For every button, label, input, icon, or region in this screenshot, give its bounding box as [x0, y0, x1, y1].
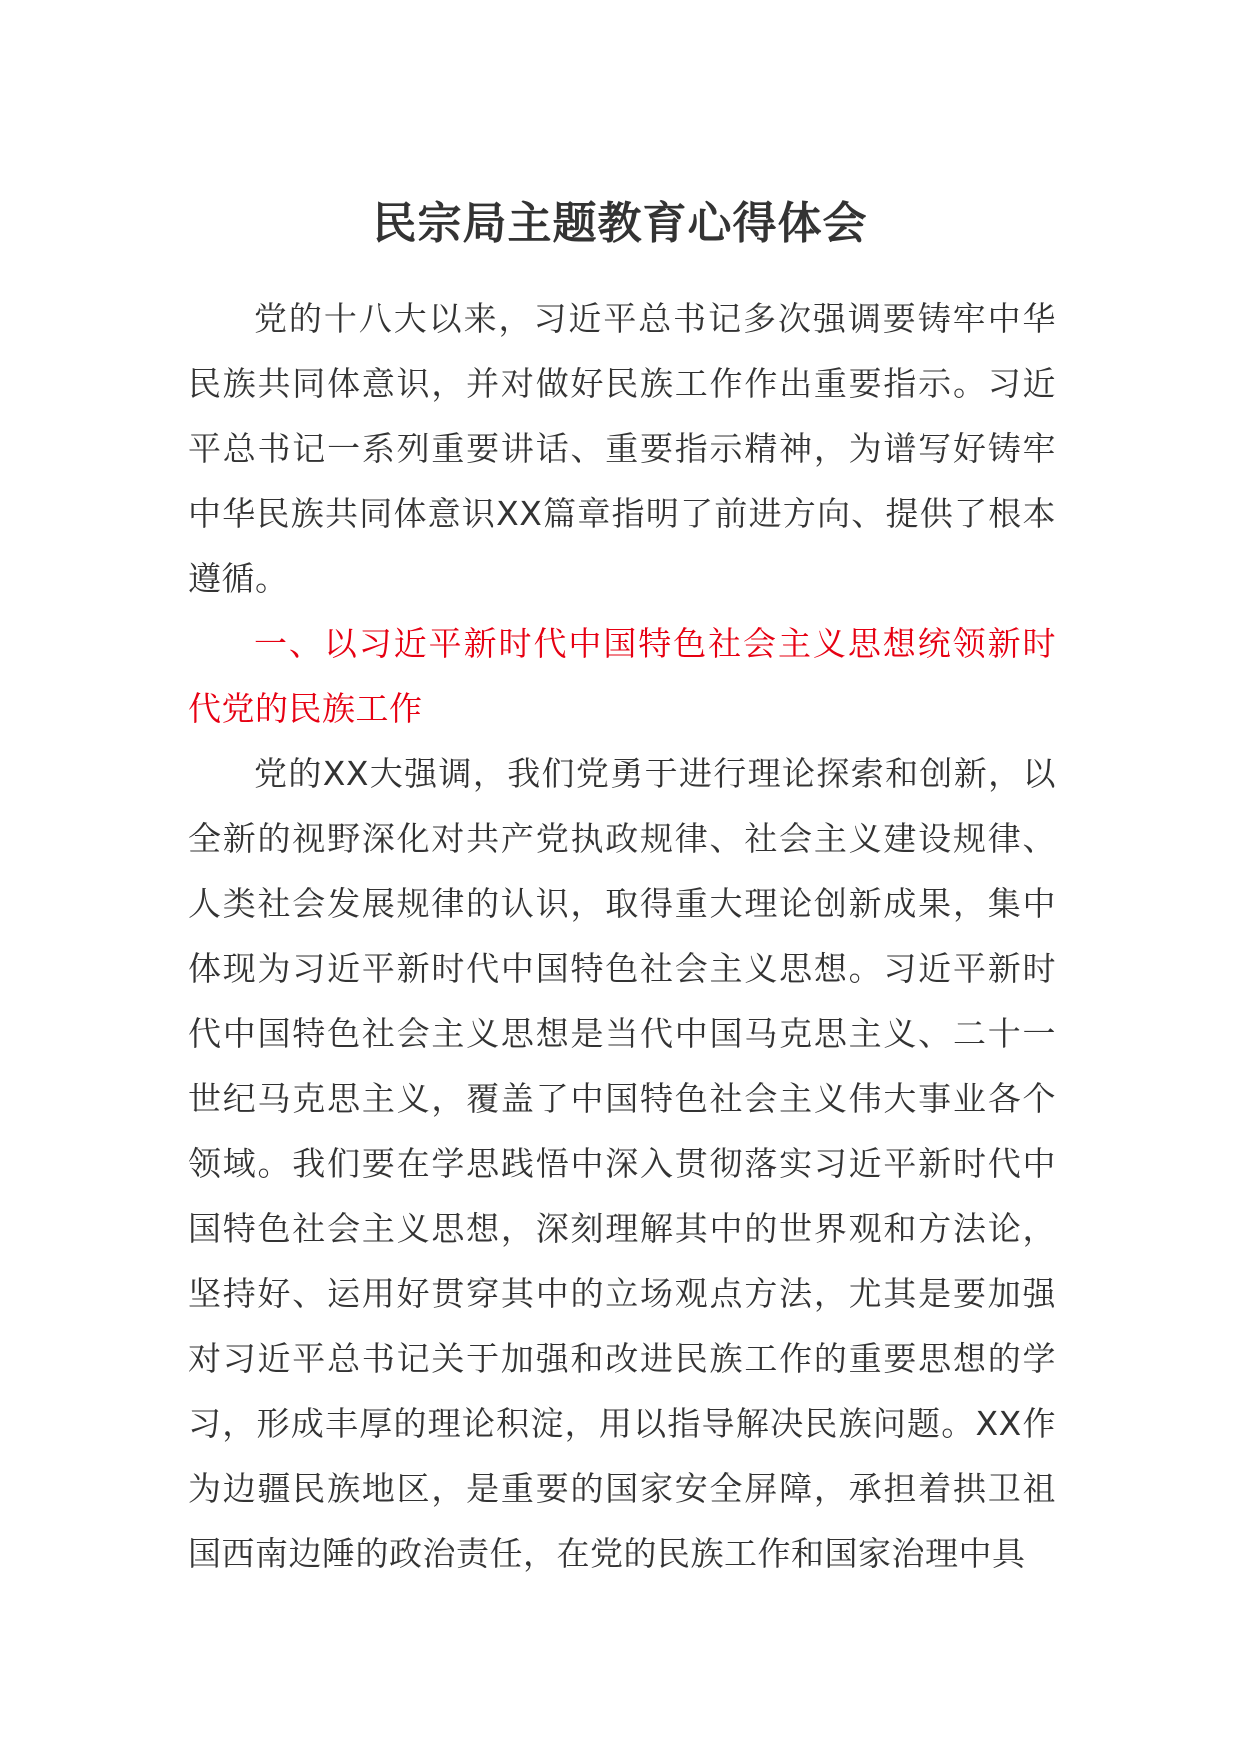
document-title: 民宗局主题教育心得体会: [372, 198, 868, 249]
document-body: [188, 286, 1056, 1586]
section-heading-1: 一、以习近平新时代中国特色社会主义思想统领新时代党的民族工作: [188, 624, 1056, 728]
intro-paragraph: 党的十八大以来，习近平总书记多次强调要铸牢中华民族共同体意识，并对做好民族工作作出重要指示。习近平总书记一系列重要讲话、重要指示精神，为谱写好铸牢中华民族共同体意识XX篇章指明了前进方向、提供了根本遵循。: [188, 299, 1056, 598]
section-1-paragraph: 党的XX大强调，我们党勇于进行理论探索和创新，以全新的视野深化对共产党执政规律、社会主义建设规律、人类社会发展规律的认识，取得重大理论创新成果，集中体现为习近平新时代中国特色社会主义思想。习近平新时代中国特色社会主义思想是当代中国马克思主义、二十一世纪马克思主义，覆盖了中国特色社会主义伟大事业各个领域。我们要在学思践悟中深入贯彻落实习近平新时代中国特色社会主义思想，深刻理解其中的世界观和方法论，坚持好、运用好贯穿其中的立场观点方法，尤其是要加强对习近平总书记关于加强和改进民族工作的重要思想的学习，形成丰厚的理论积淀，用以指导解决民族问题。XX作为边疆民族地区，是重要的国家安全屏障，承担着拱卫祖国西南边陲的政治责任，在党的民族工作和国家治理中具: [188, 754, 1056, 1573]
